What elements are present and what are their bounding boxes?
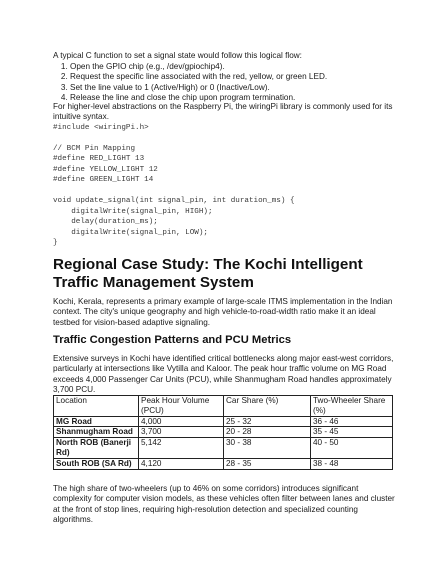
table-header-cell: Car Share (%) [224,396,311,417]
steps-list [53,62,430,104]
subsection-title: Traffic Congestion Patterns and PCU Metrics [53,334,292,346]
table-cell: 28 - 35 [224,458,311,469]
pcu-table [53,395,393,470]
table-cell: 40 - 50 [311,438,393,459]
table-cell-location: South ROB (SA Rd) [54,458,139,469]
table-row [54,416,393,427]
table-cell: 20 - 28 [224,427,311,438]
table-cell-location: Shanmugham Road [54,427,139,438]
table-cell: 36 - 46 [311,416,393,427]
table-header-row [54,396,393,417]
two-wheelers-paragraph: The high share of two-wheelers (up to 46% on some corridors) introduces significant complexity for computer vision models, as these vehicles often filter between lanes and cluster at the front of stop lines, requiring high-resolution detection and specialized counting algorithms. [53,484,395,524]
table-cell: 35 - 45 [311,427,393,438]
table-cell-location: North ROB (Banerji Rd) [54,438,139,459]
table-cell-location: MG Road [54,416,139,427]
wiringpi-paragraph: For higher-level abstractions on the Raspberry Pi, the wiringPi library is commonly used for its intuitive syntax. [53,102,393,122]
list-item: 4. Release the line and close the chip upon program termination. [70,93,430,103]
kochi-paragraph: Kochi, Kerala, represents a primary example of large-scale ITMS implementation in the Indian context. The city's unique geography and high vehicle-to-road-width ratio make it an ideal testbed for vision-based adaptive signaling. [53,297,393,327]
table-cell: 30 - 38 [224,438,311,459]
table-cell: 4,000 [139,416,224,427]
table-header-cell: Two-Wheeler Share (%) [311,396,393,417]
table-header-cell: Location [54,396,139,417]
table-row [54,438,393,459]
table-cell: 38 - 48 [311,458,393,469]
list-item: 1. Open the GPIO chip (e.g., /dev/gpiochip4). [70,62,430,72]
intro-text: A typical C function to set a signal state would follow this logical flow: [53,51,302,60]
surveys-paragraph: Extensive surveys in Kochi have identified critical bottlenecks along major east-west corridors, particularly at intersections like Vytilla and Kaloor. The peak hour traffic volume on MG Road exceeds 4,000 Passenger Car Units (PCU), while Shanmugham Road handles approximately 3,700 PCU. [53,354,394,394]
table-row [54,427,393,438]
table-cell: 5,142 [139,438,224,459]
list-item: 2. Request the specific line associated with the red, yellow, or green LED. [70,72,430,82]
list-item: 3. Set the line value to 1 (Active/High) or 0 (Inactive/Low). [70,83,430,93]
section-title: Regional Case Study: The Kochi Intelligent Traffic Management System [53,256,363,291]
table-row [54,458,393,469]
table-cell: 3,700 [139,427,224,438]
table-cell: 25 - 32 [224,416,311,427]
table-header-cell: Peak Hour Volume (PCU) [139,396,224,417]
table-cell: 4,120 [139,458,224,469]
code-block: #include <wiringPi.h> // BCM Pin Mapping #define RED_LIGHT 13 #define YELLOW_LIGHT 12 #define GREEN_LIGHT 14 void update_signal(int signal_pin, int duration_ms) { digitalWrite(signal_pin, HIGH); delay(duration_ms); digitalWrite(signal_pin, LOW); } [53,124,295,247]
